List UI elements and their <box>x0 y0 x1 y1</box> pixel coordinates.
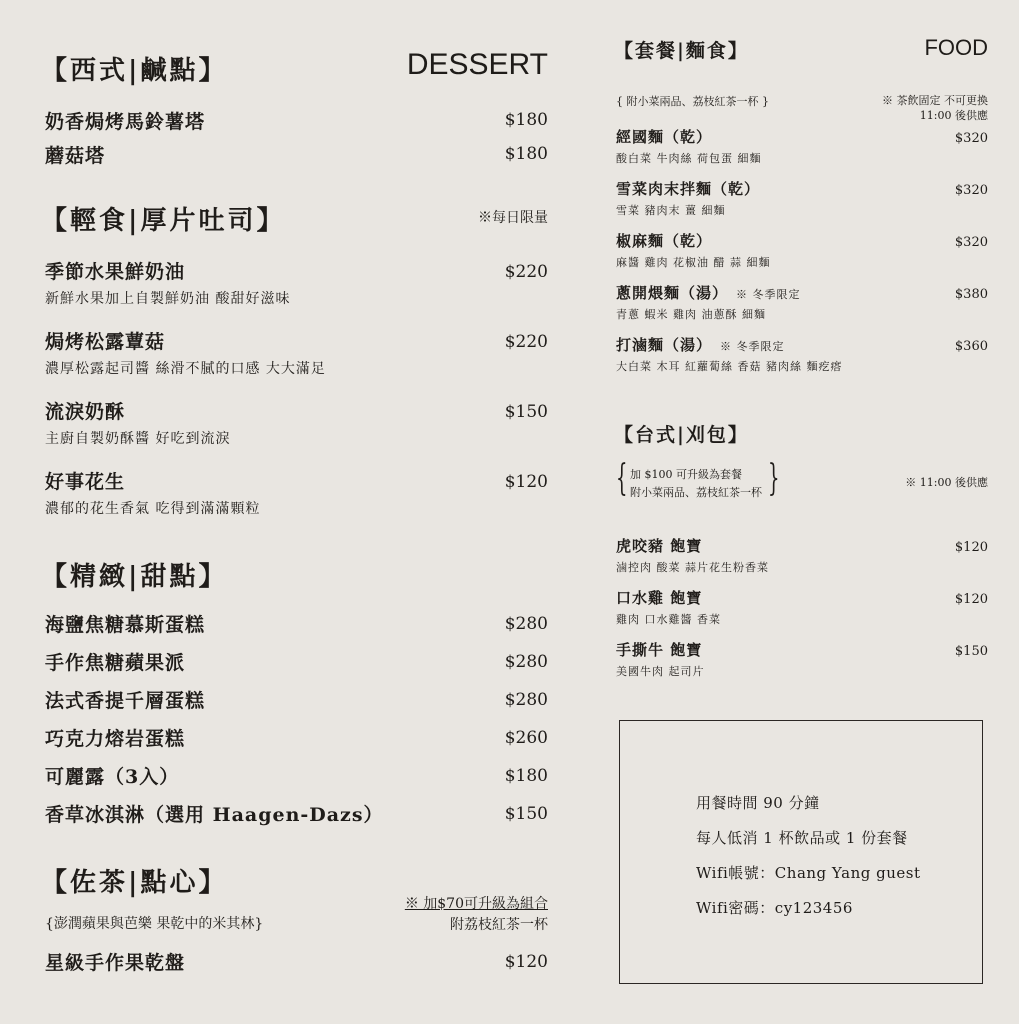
gua-set-upgrade <box>616 458 786 505</box>
menu-item-desc: 大白菜 木耳 紅蘿蔔絲 香菇 豬肉絲 麵疙瘩 <box>616 360 843 373</box>
menu-item-price: $120 <box>954 540 988 555</box>
menu-item-name: 季節水果鮮奶油 <box>45 261 186 283</box>
menu-item-name: 巧克力熔岩蛋糕 <box>45 728 186 750</box>
menu-item-desc: 青蔥 蝦米 雞肉 油蔥酥 細麵 <box>616 308 766 321</box>
menu-item-name: 蘑菇塔 <box>45 145 106 167</box>
left-brace-icon: { <box>616 458 628 499</box>
section-title-savory: 【西式|鹹點】 <box>41 56 228 86</box>
menu-item-price: $320 <box>954 183 988 198</box>
dining-time-text: 用餐時間 90 分鐘 <box>696 794 820 812</box>
menu-item-price: $280 <box>504 614 548 634</box>
menu-item-price: $180 <box>504 766 548 786</box>
section-title-sweets: 【精緻|甜點】 <box>41 562 228 592</box>
menu-item-price: $380 <box>954 287 988 302</box>
gua-upgrade-line: 加 $100 可升級為套餐 <box>630 468 742 481</box>
tea-subtitle: {澎潤蘋果與芭樂 果乾中的米其林} <box>45 916 264 932</box>
wifi-password-text: Wifi密碼：cy123456 <box>696 899 853 917</box>
minimum-charge-text: 每人低消 1 杯飲品或 1 份套餐 <box>696 829 908 847</box>
menu-item-desc: 雪菜 豬肉末 薑 細麵 <box>616 204 726 217</box>
menu-item-price: $260 <box>504 728 548 748</box>
menu-item-name: 雪菜肉末拌麵（乾） <box>616 180 761 198</box>
noodle-set-includes: { 附小菜兩品、荔枝紅茶一杯 } <box>616 95 769 108</box>
menu-item-desc: 美國牛肉 起司片 <box>616 665 705 678</box>
menu-item-price: $320 <box>954 235 988 250</box>
menu-item-price: $120 <box>504 472 548 492</box>
upgrade-note-tea: 附荔枝紅茶一杯 <box>450 917 548 933</box>
menu-item-name: 焗烤松露蕈菇 <box>45 331 166 353</box>
noodle-note <box>882 93 988 123</box>
menu-item-price: $120 <box>504 952 548 972</box>
seasonal-tag: ※ 冬季限定 <box>736 288 801 301</box>
menu-item-name: 奶香焗烤馬鈴薯塔 <box>45 111 206 133</box>
menu-item-price: $280 <box>504 690 548 710</box>
menu-item-name: 星級手作果乾盤 <box>45 952 186 974</box>
right-brace-icon: } <box>768 458 780 499</box>
menu-item-price: $220 <box>504 262 548 282</box>
menu-item-price: $180 <box>504 110 548 130</box>
menu-item-desc: 麻醬 雞肉 花椒油 醋 蒜 細麵 <box>616 256 771 269</box>
noodle-note-line: 11:00 後供應 <box>919 109 988 122</box>
menu-item-price: $150 <box>954 644 988 659</box>
menu-item-name: 手撕牛 飽寶 <box>616 641 703 659</box>
menu-item-name: 可麗露（3入） <box>45 766 180 788</box>
menu-item-desc: 滷控肉 酸菜 蒜片花生粉香菜 <box>616 561 769 574</box>
menu-item-name: 口水雞 飽寶 <box>616 589 703 607</box>
menu-item-desc: 主廚自製奶酥醬 好吃到流淚 <box>45 431 231 447</box>
menu-item-name: 香草冰淇淋（選用 Haagen-Dazs） <box>45 804 384 826</box>
section-en-food: FOOD <box>924 35 988 60</box>
upgrade-note: ※ 加$70可升級為組合 <box>404 896 548 912</box>
menu-item-price: $120 <box>954 592 988 607</box>
menu-item-price: $150 <box>504 402 548 422</box>
wifi-account-text: Wifi帳號：Chang Yang guest <box>696 864 921 882</box>
menu-item-desc: 酸白菜 牛肉絲 荷包蛋 細麵 <box>616 152 762 165</box>
menu-item-name: 好事花生 <box>45 471 126 493</box>
menu-item-name: 椒麻麵（乾） <box>616 232 713 250</box>
menu-item-price: $360 <box>954 339 988 354</box>
menu-item-desc: 濃郁的花生香氣 吃得到滿滿顆粒 <box>45 501 261 517</box>
menu-item-desc: 雞肉 口水雞醬 香菜 <box>616 613 721 626</box>
info-box <box>619 720 983 984</box>
menu-item-desc: 新鮮水果加上自製鮮奶油 酸甜好滋味 <box>45 291 291 307</box>
menu-item-name: 虎咬豬 飽寶 <box>616 537 703 555</box>
menu-item-name: 經國麵（乾） <box>616 128 713 146</box>
seasonal-tag: ※ 冬季限定 <box>720 340 785 353</box>
menu-item-name: 流淚奶酥 <box>45 401 126 423</box>
menu-item-price: $220 <box>504 332 548 352</box>
menu-item-price: $320 <box>954 131 988 146</box>
menu-item-price: $280 <box>504 652 548 672</box>
menu-item-name: 法式香提千層蛋糕 <box>45 690 206 712</box>
gua-time-note: ※ 11:00 後供應 <box>905 476 988 489</box>
menu-item-name: 手作焦糖蘋果派 <box>45 652 186 674</box>
noodle-note-line: ※ 茶飲固定 不可更換 <box>882 94 988 107</box>
section-en-dessert: DESSERT <box>406 48 548 81</box>
gua-upgrade-line: 附小菜兩品、荔枝紅茶一杯 <box>630 486 762 499</box>
menu-item-name: 海鹽焦糖慕斯蛋糕 <box>45 614 206 636</box>
menu-item-name: 打滷麵（湯） ※ 冬季限定 <box>616 336 785 354</box>
section-title-light: 【輕食|厚片吐司】 <box>41 206 286 236</box>
daily-limited-note: ※每日限量 <box>478 210 548 226</box>
menu-item-name: 蔥開煨麵（湯） ※ 冬季限定 <box>616 284 801 302</box>
menu-item-price: $180 <box>504 144 548 164</box>
section-title-tea: 【佐茶|點心】 <box>41 868 228 898</box>
menu-item-desc: 濃厚松露起司醬 絲滑不膩的口感 大大滿足 <box>45 361 326 377</box>
section-title-gua-bao: 【台式|刈包】 <box>614 424 749 446</box>
section-title-noodles: 【套餐|麵食】 <box>614 40 749 62</box>
menu-item-price: $150 <box>504 804 548 824</box>
